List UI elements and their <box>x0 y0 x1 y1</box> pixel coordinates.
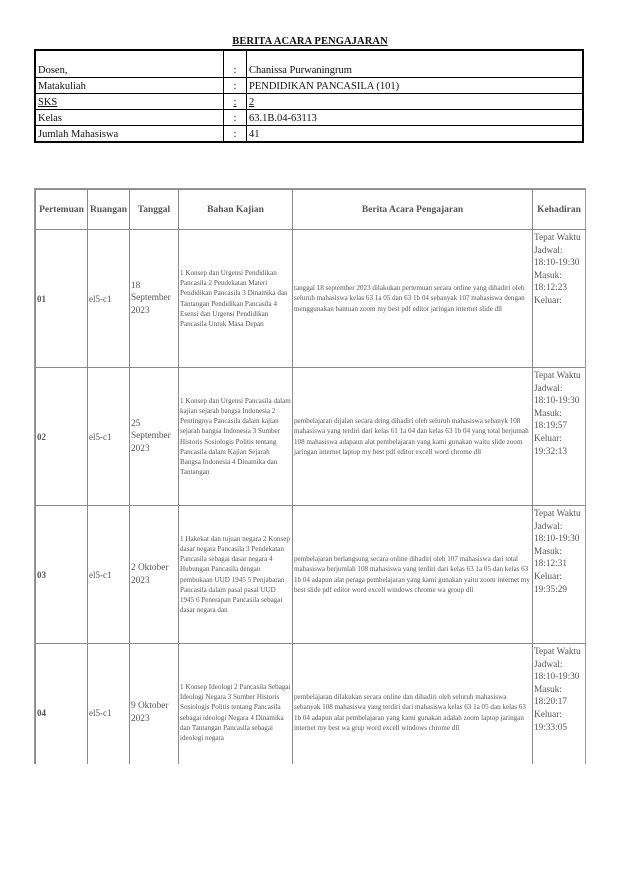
header-pertemuan: Pertemuan <box>36 190 88 230</box>
header-berita-acara: Berita Acara Pengajaran <box>293 190 533 230</box>
table-header-row <box>36 190 586 230</box>
cell-kehadiran: Tepat Waktu Jadwal: 18:10-19:30 Masuk: 18:20:17 Keluar: 19:33:05 <box>533 644 586 765</box>
info-row-dosen <box>35 50 583 78</box>
info-separator: : <box>224 94 247 110</box>
cell-berita-acara: pembelajaran berlangsung secara online dihadiri oleh 107 mahasiswa dari total mahasiswa berjumlah 108 mahasiswa yang terdiri dari kelas 63 1a 05 dan kelas 63 1b 04 adapun alat peraga pembelajaran yang kami gunakan yaitu zoom internet my best slide pdf editor word excell windows chrome wa group dll <box>293 506 533 644</box>
document-title: BERITA ACARA PENGAJARAN <box>232 36 388 47</box>
table-row <box>36 644 586 765</box>
header-ruangan: Ruangan <box>88 190 130 230</box>
info-separator: : <box>224 50 247 78</box>
table-row <box>36 368 586 506</box>
info-label: Dosen, <box>35 50 224 78</box>
cell-tanggal: 2 Oktober 2023 <box>130 506 179 644</box>
cell-pertemuan: 02 <box>36 368 88 506</box>
header-tanggal: Tanggal <box>130 190 179 230</box>
info-value: 41 <box>247 126 584 143</box>
cell-kehadiran: Tepat Waktu Jadwal: 18:10-19:30 Masuk: 18:19:57 Keluar: 19:32:13 <box>533 368 586 506</box>
info-separator: : <box>224 126 247 143</box>
cell-kehadiran: Tepat Waktu Jadwal: 18:10-19:30 Masuk: 18:12:31 Keluar: 19:35:29 <box>533 506 586 644</box>
info-value: 2 <box>247 94 584 110</box>
info-separator: : <box>224 110 247 126</box>
info-value: 63.1B.04-63113 <box>247 110 584 126</box>
info-row-kelas <box>35 110 583 126</box>
header-kehadiran: Kehadiran <box>533 190 586 230</box>
cell-bahan-kajian: 1 Konsep Ideologi 2 Pancasila Sebagai Ideologi Negara 3 Sumber Historis Sosiologis Politis tentang Pancasila sebagai ideologi Negara 4 Dinamika dan Tantangan Pancasila sebagai ideologi negara <box>179 644 293 765</box>
info-label: Kelas <box>35 110 224 126</box>
cell-ruangan: el5-c1 <box>88 506 130 644</box>
cell-kehadiran: Tepat Waktu Jadwal: 18:10-19:30 Masuk: 18:12:23 Keluar: <box>533 230 586 368</box>
table-row <box>36 230 586 368</box>
info-label: Jumlah Mahasiswa <box>35 126 224 143</box>
cell-bahan-kajian: 1 Hakekat dan tujuan negara 2 Konsep dasar negara Pancasila 3 Pendekatan Pancasila sebagai dasar negara 4 Hubungan Pancasila dengan pembukaan UUD 1945 5 Penjabaran Pancasila dalam pasal pasal UUD 1945 6 Penerapan Pancasila sebagai dasar negara dan <box>179 506 293 644</box>
cell-tanggal: 25 September 2023 <box>130 368 179 506</box>
info-label: Matakuliah <box>35 78 224 94</box>
meeting-log-table <box>35 189 586 764</box>
table-row <box>36 506 586 644</box>
course-info-table <box>34 49 584 143</box>
cell-ruangan: el5-c1 <box>88 230 130 368</box>
info-row-matakuliah <box>35 78 583 94</box>
cell-tanggal: 9 Oktober 2023 <box>130 644 179 765</box>
cell-ruangan: el5-c1 <box>88 368 130 506</box>
info-label: SKS <box>35 94 224 110</box>
cell-tanggal: 18 September 2023 <box>130 230 179 368</box>
cell-pertemuan: 01 <box>36 230 88 368</box>
cell-pertemuan: 04 <box>36 644 88 765</box>
cell-berita-acara: pembelajaran dilakukan secara online dan dihadiri oleh seluruh mahasiswa sebanyak 108 mahasiswa yang terdiri dari mahasiswa kelas 63 1a 05 dan kelas 63 1b 04 adapun alat pembelajaran yang kami gunakan adalah zoom laptop jaringan internet my best wa grup word excell windows chrome dll <box>293 644 533 765</box>
header-bahan-kajian: Bahan Kajian <box>179 190 293 230</box>
cell-berita-acara: pembelajaran dijalan secara dring dihadiri oleh seluruh mahasiswa sebanyk 108 mahasiswa yang terdiri dari kelas 61 1a 04 dan kelas 63 1b 04 yang total berjumah 108 mahasiswa adapaun alat pembelajaran yang kami gunakan waitu slide zoom jaringan internet laptop my best pdf editor excell word chrome dll <box>293 368 533 506</box>
info-row-sks <box>35 94 583 110</box>
info-separator: : <box>224 78 247 94</box>
cell-pertemuan: 03 <box>36 506 88 644</box>
cell-berita-acara: tanggal 18 september 2023 dilakukan pertemuan secara online yang dihadiri oleh seluruh mahasiswa kelas 63 1a 05 dan 63 1b 04 sebanyak 107 mahasiswa dengan menggunakan bantuan zoom my best pdf editor jaringan internet slide dll <box>293 230 533 368</box>
cell-ruangan: el5-c1 <box>88 644 130 765</box>
cell-bahan-kajian: 1 Konsep dan Urgensi Pendidikan Pancasila 2 Pendekatan Materi Pendidikan Pancasila 3 Dinamika dan Tantangan Pendidikan Pancasila 4 Esensi dan Urgensi Pendidikan Pancasila Untuk Masa Depan <box>179 230 293 368</box>
info-row-jumlah-mahasiswa <box>35 126 583 143</box>
info-value: Chanissa Purwaningrum <box>247 50 584 78</box>
meeting-log-container <box>34 188 586 764</box>
info-value: PENDIDIKAN PANCASILA (101) <box>247 78 584 94</box>
cell-bahan-kajian: 1 Konsep dan Urgensi Pancasila dalam kajian sejarah bangsa Indonesia 2 Pentingnya Pancasila dalam kajian sejarah bangsa Indonesia 3 Sumber Historis Sosiologis Politis tentang Pancasila dalam Kajian Sejarah Bangsa Indonesia 4 Dinamika dan Tantangan <box>179 368 293 506</box>
